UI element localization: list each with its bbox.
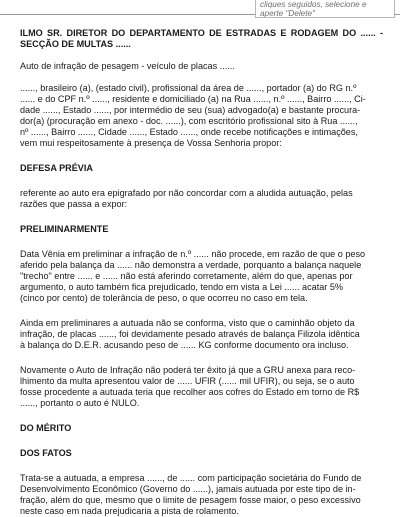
text-line: Novamente o Auto de Infração não poderá ter êxito já que a GRU anexa para reco-	[20, 365, 356, 375]
text-line: neste caso em nada prejudicaria a pista de rolamento.	[20, 506, 239, 516]
text-line: Ainda em preliminares a autuada não se conforma, visto que o caminhão objeto da	[20, 318, 355, 328]
auto-infracao-line: Auto de infração de pesagem - veículo de placas ......	[20, 61, 235, 71]
hint-line: aperte "Delete"	[260, 9, 315, 18]
text-line: nº ......, Bairro ......, Cidade ......, Estado ......, onde recebe notificações e intimações,	[20, 127, 358, 137]
text-line: lhimento da multa apresentou valor de ...... UFIR (...... mil UFIR), ou seja, se o auto	[20, 376, 355, 386]
preliminar-paragraph-3	[20, 365, 383, 409]
text-line: razões que passa a expor:	[20, 199, 128, 209]
text-line: "trecho" entre ...... e ...... não está aferindo corretamente, além do que, apenas por	[20, 271, 353, 281]
text-line: infração, de placas ......, foi devidamente pesado através de balança Filizola idêntica	[20, 329, 360, 339]
section-heading: DEFESA PRÉVIA	[20, 163, 93, 173]
instruction-hint-box	[255, 0, 395, 18]
document-body	[20, 28, 383, 517]
text-line: aferido pela balança da ...... não demonstra a verdade, porquanto a balança naquele	[20, 260, 362, 270]
text-line: (cinco por cento) de tolerância de peso, o que ocorreu no caso em tela.	[20, 293, 308, 303]
text-line: Trata-se a autuada, a empresa ......, de ...... com participação societária do Fundo de	[20, 473, 362, 483]
text-line: Data Vênia em preliminar a infração de n.º ...... não procede, em razão de que o peso	[20, 249, 366, 259]
text-line: ......, portanto o auto é NULO.	[20, 398, 140, 408]
document-title: ILMO SR. DIRETOR DO DEPARTAMENTO DE ESTRADAS E RODAGEM DO ...... - SECÇÃO DE MULTAS ......	[20, 28, 383, 49]
text-line: referente ao auto era epigrafado por não concordar com a aludida autuação, pelas	[20, 188, 353, 198]
text-line: Desenvolvimento Econômico (Governo do ......), jamais autuada por este tipo de in-	[20, 484, 356, 494]
section-heading: DO MÉRITO	[20, 423, 72, 433]
text-line: dor(a) (procuração em anexo - doc. ......), com escritório profissional sito à Rua ......,	[20, 116, 358, 126]
text-line: ......, brasileiro (a), (estado civil), profissional da área de ......, portador (a) do RG n.º	[20, 83, 357, 93]
preliminar-paragraph-2	[20, 318, 383, 351]
text-line: argumento, o auto também fica prejudicado, tendo em vista a Lei ...... acatar 5%	[20, 282, 344, 292]
fatos-paragraph	[20, 473, 383, 517]
text-line: fosse procedente a autuada teria que recolher aos cofres do Estado em torno de R$	[20, 387, 360, 397]
text-line: ...... e do CPF n.º ......, residente e domiciliado (a) na Rua ......, n.º ......, Bairro ......, Ci-	[20, 94, 366, 104]
section-heading: PRELIMINARMENTE	[20, 224, 109, 234]
defesa-paragraph	[20, 188, 383, 210]
qualification-paragraph	[20, 83, 383, 149]
preliminar-paragraph-1	[20, 249, 383, 304]
text-line: vem mui respeitosamente à presença de Vossa Senhoria propor:	[20, 138, 282, 148]
text-line: à balança do D.E.R. acusando peso de ...... KG conforme documento ora incluso.	[20, 340, 349, 350]
text-line: dade ......, Estado ......, por intermédio de seu (sua) advogado(a) e bastante procura-	[20, 105, 361, 115]
section-heading: DOS FATOS	[20, 448, 72, 458]
hint-line: cliques seguidos, selecione e	[260, 0, 367, 9]
text-line: fração, além do que, mesmo que o limite de pesagem fosse maior, o peso excessivo	[20, 495, 361, 505]
